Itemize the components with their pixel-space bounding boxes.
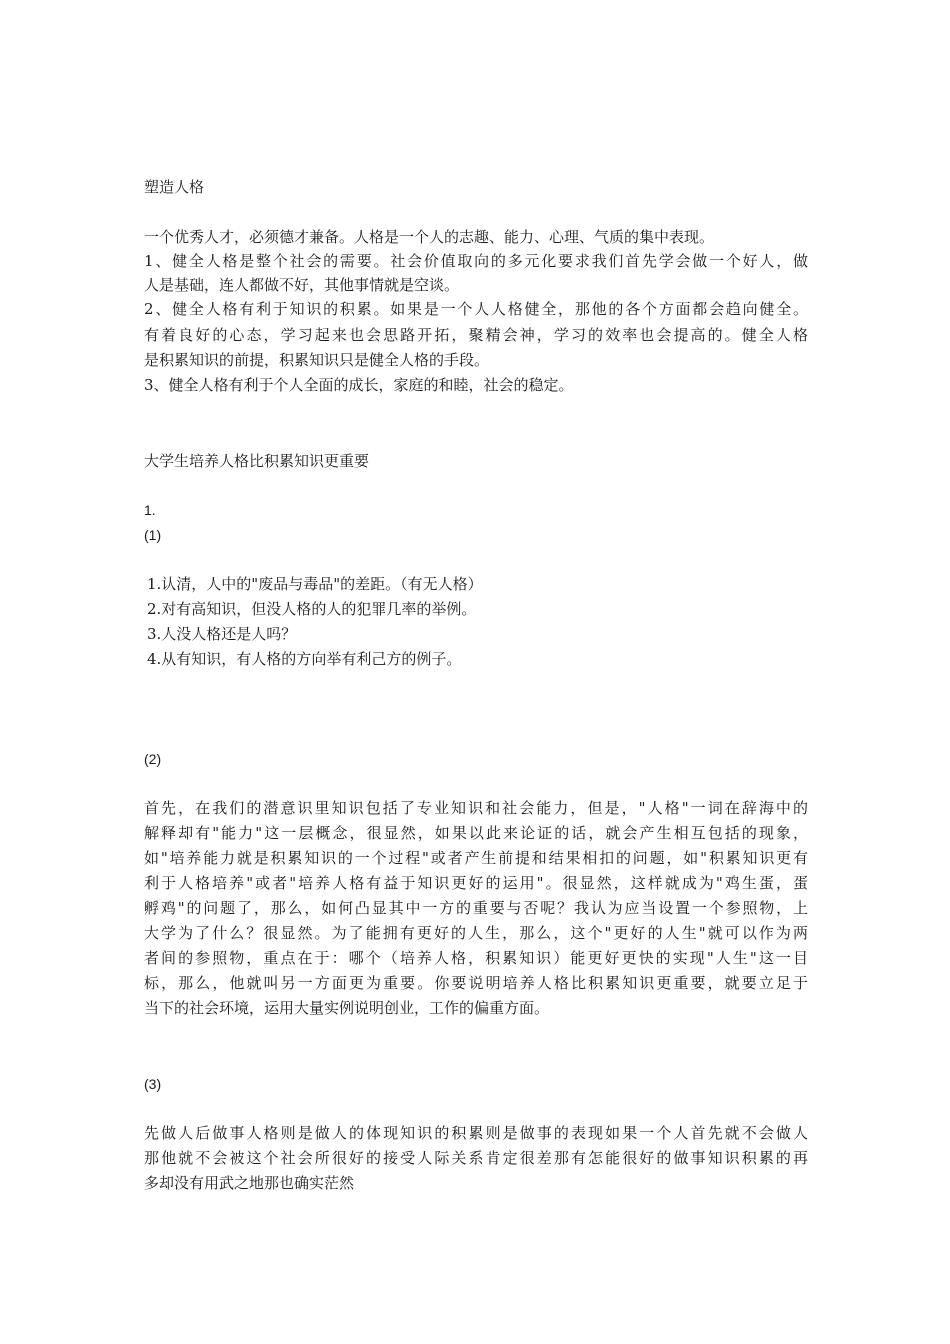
paragraph-line: 当下的社会环境，运用大量实例说明创业，工作的偏重方面。 (144, 999, 550, 1017)
subsection-number: (1) (144, 527, 162, 543)
list-item: 1.认清，人中的"废品与毒品"的差距。（有无人格） (147, 575, 483, 593)
paragraph-line: 如"培养能力就是积累知识的一个过程"或者产生前提和结果相扣的问题，如"积累知识更有 (144, 849, 808, 867)
list-item: 4.从有知识，有人格的方向举有利己方的例子。 (147, 650, 462, 668)
paragraph-line: 标，那么，他就叫另一方面更为重要。你要说明培养人格比积累知识更重要，就要立足于 (144, 974, 808, 992)
subsection-number: (2) (144, 751, 162, 767)
paragraph-line: 解释却有"能力"这一层概念，很显然，如果以此来论证的话，就会产生相互包括的现象， (144, 824, 808, 842)
section-number: 1. (144, 502, 156, 518)
paragraph-line: 者间的参照物，重点在于：哪个（培养人格，积累知识）能更好更快的实现"人生"这一目 (144, 949, 808, 967)
paragraph-line: 有着良好的心态，学习起来也会思路开拓，聚精会神，学习的效率也会提高的。健全人格 (144, 326, 808, 344)
list-item: 2.对有高知识，但没人格的人的犯罪几率的举例。 (147, 600, 477, 618)
section-title: 大学生培养人格比积累知识更重要 (144, 452, 370, 470)
paragraph-line: 人是基础，连人都做不好，其他事情就是空谈。 (144, 276, 460, 294)
paragraph-line: 1、健全人格是整个社会的需要。社会价值取向的多元化要求我们首先学会做一个好人，做 (144, 252, 808, 270)
paragraph-line: 首先，在我们的潜意识里知识包括了专业知识和社会能力，但是，"人格"一词在辞海中的 (144, 799, 808, 817)
paragraph-line: 先做人后做事人格则是做人的体现知识的积累则是做事的表现如果一个人首先就不会做人 (144, 1124, 808, 1142)
paragraph-line: 一个优秀人才，必须德才兼备。人格是一个人的志趣、能力、心理、气质的集中表现。 (144, 228, 715, 246)
section-title: 塑造人格 (144, 178, 205, 196)
paragraph-line: 多却没有用武之地那也确实茫然 (144, 1174, 355, 1192)
list-item: 3.人没人格还是人吗？ (147, 625, 297, 643)
subsection-number: (3) (144, 1076, 162, 1092)
paragraph-line: 2、健全人格有利于知识的积累。如果是一个人人格健全，那他的各个方面都会趋向健全。 (144, 300, 808, 318)
paragraph-line: 利于人格培养"或者"培养人格有益于知识更好的运用"。很显然，这样就成为"鸡生蛋，蛋 (144, 874, 808, 892)
paragraph-line: 大学为了什么？很显然。为了能拥有更好的人生，那么，这个"更好的人生"就可以作为两 (144, 924, 808, 942)
paragraph-line: 是积累知识的前提，积累知识只是健全人格的手段。 (144, 351, 490, 369)
paragraph-line: 孵鸡"的问题了，那么，如何凸显其中一方的重要与否呢？我认为应当设置一个参照物，上 (144, 899, 808, 917)
paragraph-line: 3、健全人格有利于个人全面的成长，家庭的和睦，社会的稳定。 (144, 376, 574, 394)
paragraph-line: 那他就不会被这个社会所很好的接受人际关系肯定很差那有怎能很好的做事知识积累的再 (144, 1149, 808, 1167)
